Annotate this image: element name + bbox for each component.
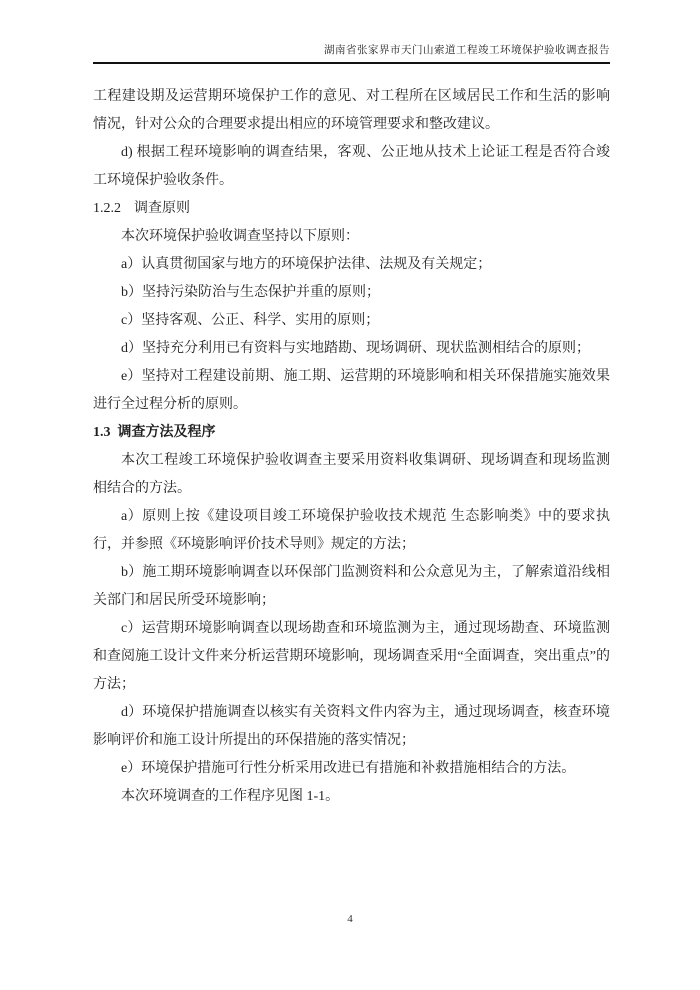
para-principles-intro: 本次环境保护验收调查坚持以下原则： (121, 229, 359, 244)
page-number: 4 (347, 913, 353, 925)
section-title: 调查原则 (134, 201, 190, 216)
principle-item-d: d）坚持充分利用已有资料与实地踏勘、现场调研、现状监测相结合的原则； (121, 341, 590, 356)
para-item-d-verification: d) 根据工程环境影响的调查结果，客观、公正地从技术上论证工程是否符合竣工环境保护验收条件。 (93, 145, 610, 188)
method-item-d: d）环境保护措施调查以核实有关资料文件内容为主，通过现场调查，核查环境影响评价和施工设计所提出的环保措施的落实情况； (93, 705, 610, 748)
section-heading-1-2-2 (93, 195, 610, 223)
method-item-a: a）原则上按《建设项目竣工环境保护验收技术规范 生态影响类》中的要求执行，并参照《环境影响评价技术导则》规定的方法； (93, 509, 610, 552)
page-footer (0, 913, 700, 925)
document-body (93, 83, 610, 811)
section-title: 调查方法及程序 (117, 425, 216, 440)
para-figure-reference: 本次环境调查的工作程序见图 1-1。 (121, 789, 340, 804)
method-item-b: b）施工期环境影响调查以环保部门监测资料和公众意见为主，了解索道沿线相关部门和居民所受环境影响； (93, 565, 610, 608)
principle-item-c: c）坚持客观、公正、科学、实用的原则； (121, 313, 380, 328)
principle-item-b: b）坚持污染防治与生态保护并重的原则； (121, 285, 380, 300)
running-header-title: 湖南省张家界市天门山索道工程竣工环境保护验收调查报告 (324, 45, 610, 56)
section-heading-1-3 (93, 419, 610, 447)
header-rule (93, 62, 610, 64)
method-item-c: c）运营期环境影响调查以现场勘查和环境监测为主，通过现场勘查、环境监测和查阅施工设计文件来分析运营期环境影响，现场调查采用“全面调查，突出重点”的方法； (93, 621, 610, 692)
section-number: 1.3 (93, 425, 111, 440)
principle-item-e: e）坚持对工程建设前期、施工期、运营期的环境影响和相关环保措施实施效果进行全过程分析的原则。 (93, 369, 610, 412)
method-item-e: e）环境保护措施可行性分析采用改进已有措施和补救措施相结合的方法。 (121, 761, 576, 776)
principle-item-a: a）认真贯彻国家与地方的环境保护法律、法规及有关规定； (121, 257, 492, 272)
section-number: 1.2.2 (93, 201, 121, 216)
para-methods-intro: 本次工程竣工环境保护验收调查主要采用资料收集调研、现场调查和现场监测相结合的方法。 (93, 453, 610, 496)
para-public-opinion-continuation: 工程建设期及运营期环境保护工作的意见、对工程所在区域居民工作和生活的影响情况，针对公众的合理要求提出相应的环境管理要求和整改建议。 (93, 89, 610, 132)
page-header (93, 44, 610, 58)
